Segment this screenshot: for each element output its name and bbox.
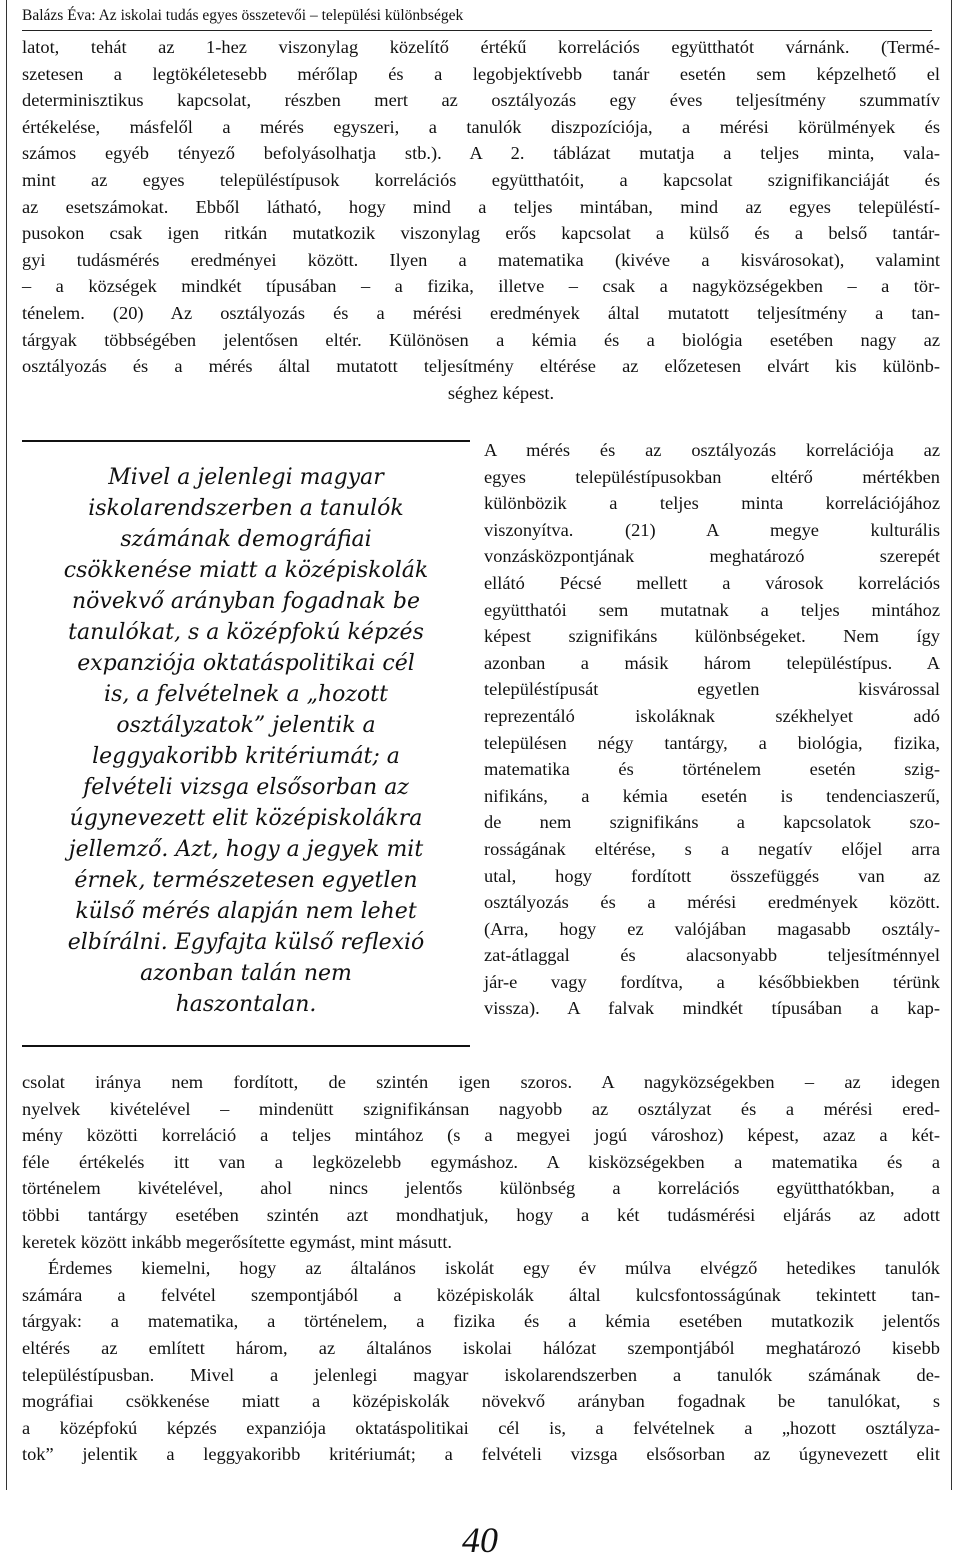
text-line: viszonyítva. (21) A megye kulturális (484, 519, 940, 540)
text-line: mint az egyes településtípusok korrelációs együtthatóit, a kapcsolat szignifikanciáját és (22, 169, 940, 190)
pull-quote (22, 440, 470, 1050)
text-line: mény közötti korreláció a teljes mintához (s a megyei jogú városhoz) képest, azaz a két- (22, 1125, 940, 1146)
quote-line: elbírálni. Egyfajta külső reflexió (67, 930, 425, 955)
text-line: tárgyak: a matematika, a történelem, a fizika és a kémia esetében mutatkozik jelentős (22, 1311, 940, 1332)
quote-line: azonban talán nem (140, 961, 352, 986)
running-header: Balázs Éva: Az iskolai tudás egyes összetevői – települési különbségek (22, 4, 932, 31)
text-line: csolat iránya nem fordított, de szintén igen szoros. A nagyközségekben – az idegen (22, 1072, 940, 1092)
text-line: reprezentáló iskoláknak székhelyet adó (484, 705, 940, 726)
text-line: együtthatói sem mutatnak a teljes mintához (484, 599, 940, 620)
text-line: ténelem. (20) Az osztályozás és a mérési eredmények által mutatott teljesítmény a tan- (22, 302, 940, 323)
text-line: értékelése, másfelől a mérés egyszeri, a tanulók diszpozíciója, a mérési körülmények és (22, 116, 940, 137)
quote-line: Mivel a jelenlegi magyar (108, 465, 384, 490)
quote-line: tanulókat, s a középfokú képzés (68, 620, 424, 645)
text-line: Érdemes kiemelni, hogy az általános iskolát egy év múlva elvégző hetedikes tanulók (48, 1258, 940, 1279)
text-line: egyes településtípusokban eltérő mértékben (484, 466, 940, 487)
text-line: tárgyak többségében jelentősen eltér. Különösen a kémia és a biológia esetében nagy az (22, 329, 940, 350)
text-line: tok” jelentik a leggyakoribb kritériumát; a felvételi vizsga elsősorban az úgynevezett elit (22, 1444, 940, 1465)
text-line: zat-átlaggal és alacsonyabb teljesítménnyel (484, 945, 940, 966)
text-line: utal, hogy fordított összefüggés van az (484, 865, 940, 886)
quote-line: növekvő arányban fogadnak be (72, 589, 420, 614)
text-line: A mérés és az osztályozás korrelációja az (484, 440, 940, 460)
quote-line: jellemző. Azt, hogy a jegyek mit (68, 837, 424, 862)
text-line: különbözik a teljes minta korrelációjához (484, 493, 940, 514)
quote-line: felvételi vizsga elsősorban az (83, 775, 409, 800)
text-line: azonban a másik három településtípus. A (484, 652, 940, 673)
quote-line: is, a felvételnek a „hozott (104, 682, 388, 707)
quote-line: úgynevezett elit középiskolákra (69, 806, 423, 831)
text-line: eltérés az említett három, az általános iskolai hálózat szempontjából meghatározó kisebb (22, 1337, 940, 1358)
text-line: vonzásközpontjának meghatározó szerepét (484, 546, 940, 567)
quote-line: expanziója oktatáspolitikai cél (77, 651, 415, 676)
pull-quote-text (22, 462, 470, 1020)
text-line: az esetszámokat. Ebből látható, hogy mind a teljes mintában, mind az egyes településtí- (22, 196, 940, 217)
body-text-top (22, 34, 940, 406)
text-line: (Arra, hogy ez valójában magasabb osztály- (484, 918, 940, 939)
text-line: pusokon csak igen ritkán mutatkozik viszonylag erős kapcsolat a külső és a belső tantár- (22, 223, 940, 244)
quote-line: számának demográfiai (120, 527, 372, 552)
text-line: számára a felvétel szempontjából a középiskolák által kulcsfontosságúnak tekintett tan- (22, 1284, 940, 1305)
text-line: többi tantárgy esetében szintén azt mondhatjuk, hogy a két tudásmérési eljárás az adott (22, 1204, 940, 1225)
body-text-bottom (22, 1069, 940, 1468)
text-line: rosságának eltérése, s a negatív előjel arra (484, 838, 940, 859)
quote-line: iskolarendszerben a tanulók (88, 496, 404, 521)
text-line: jár-e vagy fordítva, a későbbiekben térünk (484, 971, 940, 992)
text-line: determinisztikus kapcsolat, részben mert az osztályozás egy éves teljesítmény szummatív (22, 90, 940, 111)
quote-line: csökkenése miatt a középiskolák (63, 558, 429, 583)
text-line: latot, tehát az 1-hez viszonylag közelítő értékű korrelációs együtthatót várnánk. (Termé- (22, 37, 940, 57)
text-line: számos egyéb tényező befolyásolhatja stb.). A 2. táblázat mutatja a teljes minta, vala- (22, 143, 940, 164)
text-line: nyelvek kivételével – mindenütt szignifikánsan nagyobb az osztályzat és a mérési ered- (22, 1098, 940, 1119)
text-line: vissza). A falvak mindkét típusában a kap- (484, 998, 940, 1019)
text-line: osztályozás és a mérési eredmények között. (484, 892, 940, 913)
text-line: osztályozás és a mérés által mutatott teljesítmény eltérése az előzetesen elvárt kis különb- (22, 356, 940, 377)
text-line: településtípusát egyetlen kisvárossal (484, 679, 940, 700)
quote-line: külső mérés alapján nem lehet (75, 899, 417, 924)
text-line: gyi tudásmérés eredményei között. Ilyen a matematika (kivéve a kisvárosokat), valamint (22, 249, 940, 270)
text-line: féle értékelés itt van a legközelebb egymáshoz. A kisközségekben a matematika és a (22, 1151, 940, 1172)
text-line: ellátó Pécsé mellett a városok korrelációs (484, 572, 940, 593)
quote-line: leggyakoribb kritériumát; a (92, 744, 400, 769)
right-margin-rule (951, 0, 952, 1490)
body-text-right-column (484, 437, 940, 1022)
quote-line: osztályzatok” jelentik a (116, 713, 376, 738)
text-line: képest szignifikáns különbségeket. Nem így (484, 626, 940, 647)
pull-quote-bottom-rule (22, 1045, 470, 1047)
quote-line: érnek, természetesen egyetlen (74, 868, 418, 893)
left-margin-rule (6, 0, 7, 1490)
text-line: – a községek mindkét típusában – a fizika, illetve – csak a nagyközségekben – a tör- (22, 276, 940, 297)
text-line: történelem kivételével, ahol nincs jelentős különbség a korrelációs együtthatókban, a (22, 1178, 940, 1199)
text-line: séghez képest. (447, 382, 555, 403)
text-line: településtípusban. Mivel a jelenlegi magyar iskolarendszerben a tanulók számának de- (22, 1364, 940, 1385)
quote-line: haszontalan. (175, 992, 317, 1017)
text-line: mográfiai csökkenése miatt a középiskolák növekvő arányban fogadnak be tanulókat, s (22, 1391, 940, 1412)
text-line: szetesen a legtökéletesebb mérőlap és a legobjektívebb tanár esetén sem képzelhető el (22, 63, 940, 84)
text-line: keretek között inkább megerősítette egymást, mint másutt. (22, 1231, 453, 1252)
text-line: a középfokú képzés expanziója oktatáspolitikai cél is, a felvételnek a „hozott osztályza- (22, 1417, 940, 1438)
page-number: 40 (462, 1520, 498, 1560)
text-line: nifikáns, a kémia esetén is tendenciaszerű, (484, 785, 940, 806)
text-line: de nem szignifikáns a kapcsolatok szo- (484, 812, 940, 833)
text-line: matematika és történelem esetén szig- (484, 759, 940, 780)
text-line: településen négy tantárgy, a biológia, fizika, (484, 732, 940, 753)
pull-quote-top-rule (22, 440, 470, 442)
